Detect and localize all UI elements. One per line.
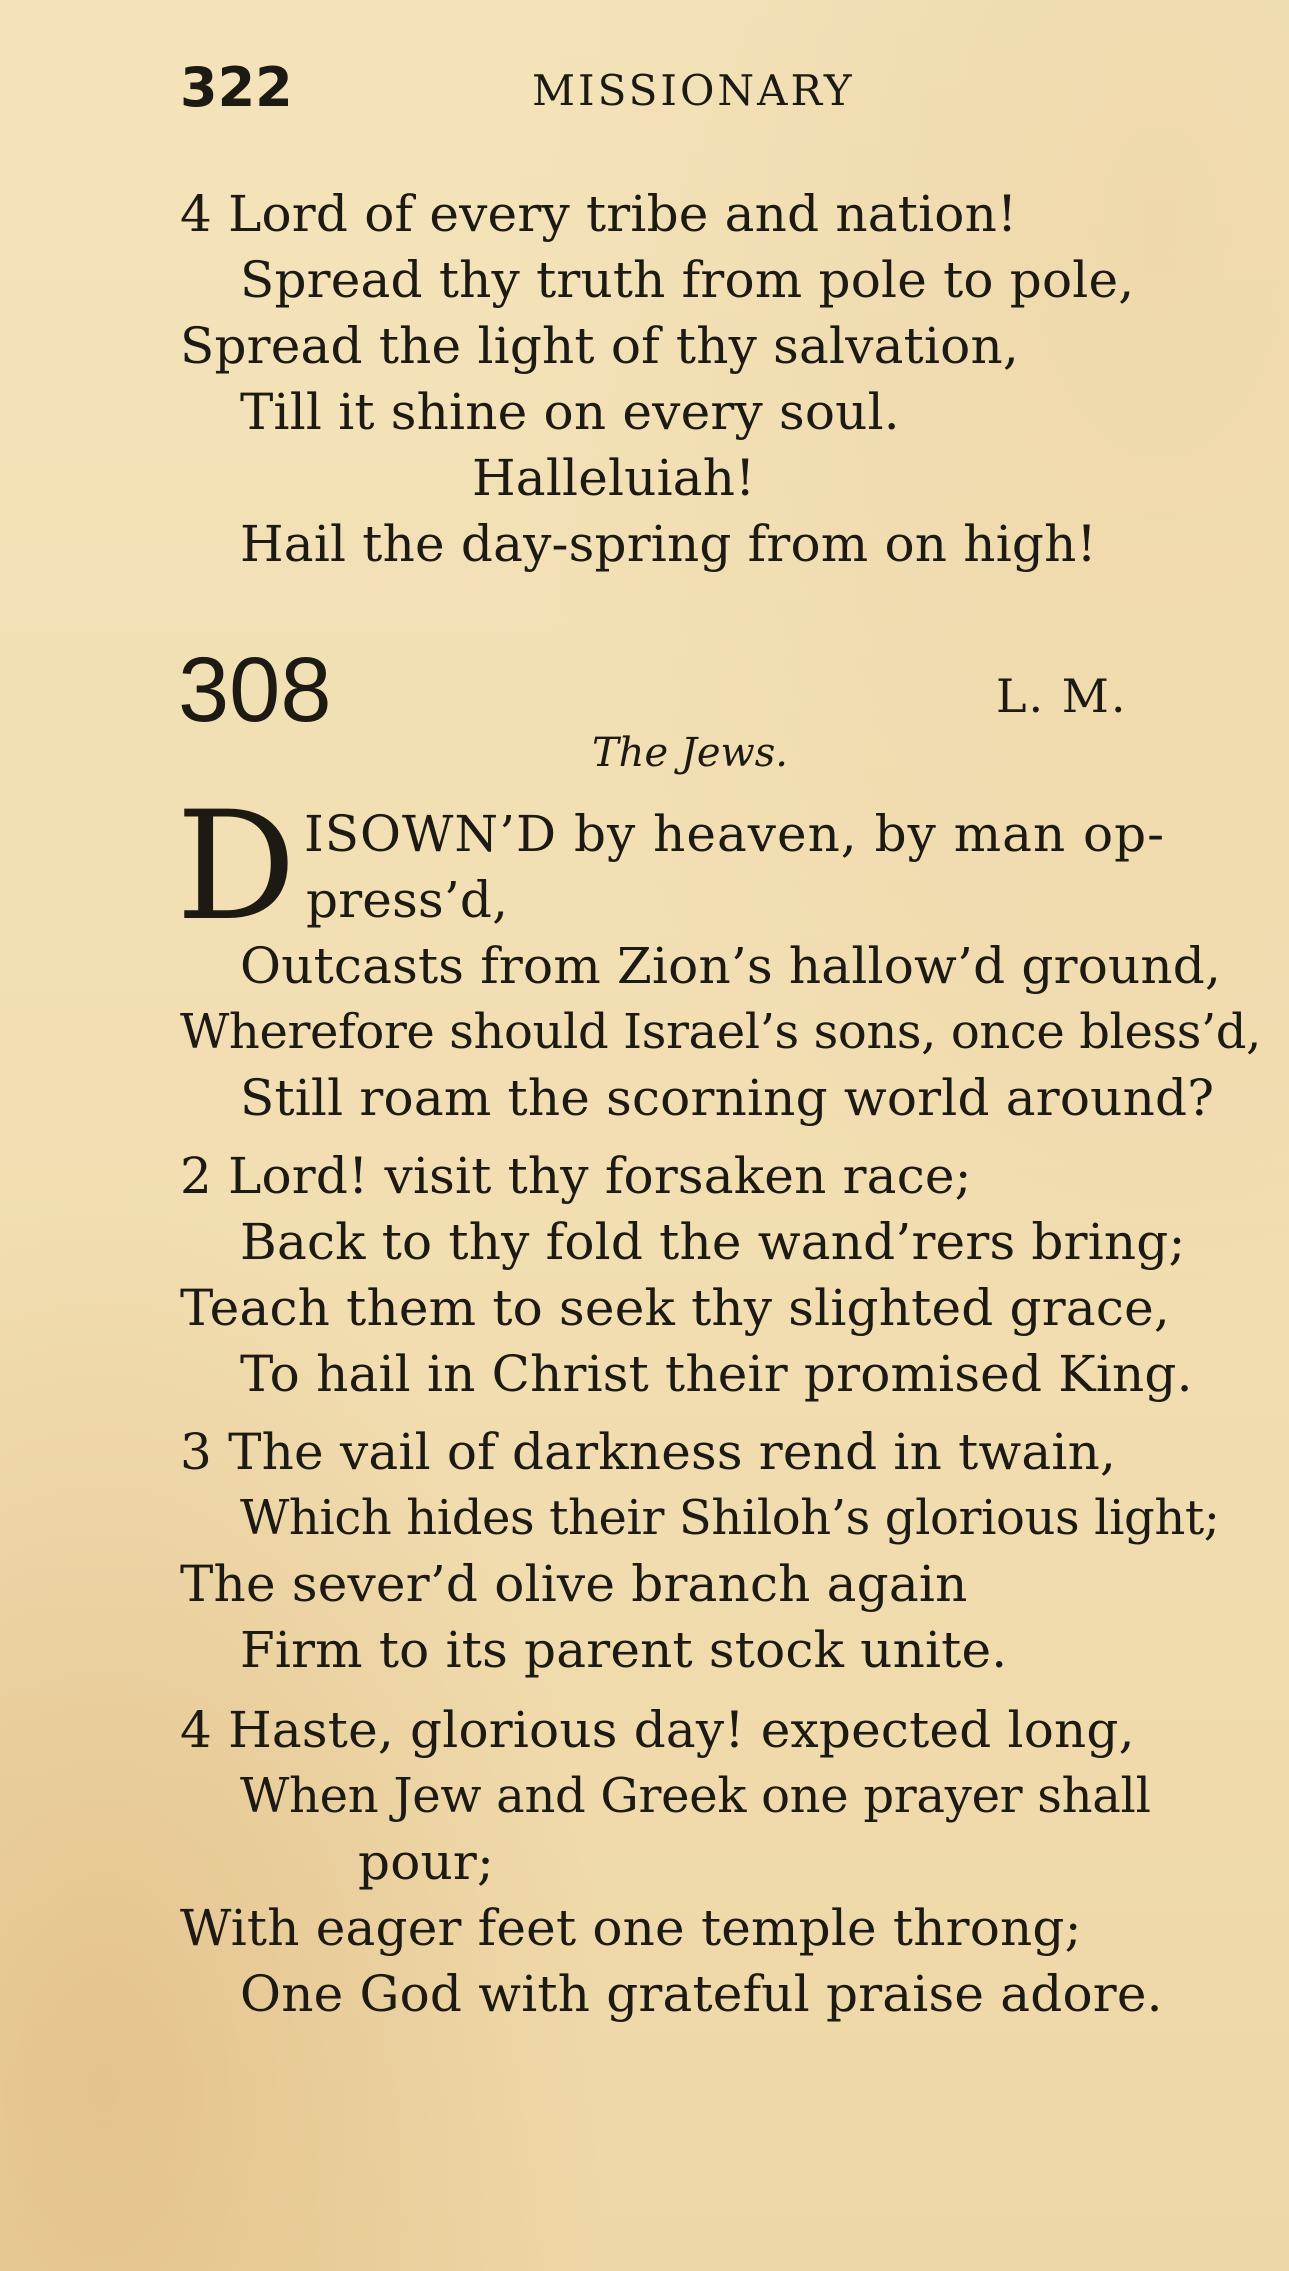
- drop-cap-letter: D: [176, 780, 297, 954]
- prev-stanza4-line5: Halleluiah!: [472, 449, 756, 507]
- stanza4-line1: 4 Haste, glorious day! expected long,: [180, 1701, 1135, 1759]
- stanza3-line1: 3 The vail of darkness rend in twain,: [180, 1423, 1117, 1481]
- prev-stanza4-line1: 4 Lord of every tribe and nation!: [180, 185, 1018, 243]
- stanza1-line3: Wherefore should Israel’s sons, once bless’d,: [180, 1004, 1261, 1060]
- prev-stanza4-line2: Spread thy truth from pole to pole,: [240, 251, 1135, 309]
- hymn-meter: L. M.: [996, 669, 1128, 723]
- prev-stanza4-line4: Till it shine on every soul.: [240, 383, 900, 441]
- prev-stanza4-line3: Spread the light of thy salvation,: [180, 317, 1019, 375]
- stanza3-line3: The sever’d olive branch again: [180, 1555, 968, 1613]
- stanza2-line1: 2 Lord! visit thy forsaken race;: [180, 1147, 972, 1205]
- stanza4-line3: With eager feet one temple throng;: [180, 1899, 1082, 1957]
- stanza4-line4: One God with grateful praise adore.: [240, 1965, 1163, 2023]
- stanza2-line3: Teach them to seek thy slighted grace,: [180, 1279, 1170, 1337]
- stanza1-line1: ISOWN’D by heaven, by man op-: [304, 805, 1166, 863]
- hymn-number: 308: [178, 639, 332, 741]
- stanza2-line2: Back to thy fold the wand’rers bring;: [240, 1213, 1186, 1271]
- page-number: 322: [180, 56, 293, 119]
- stanza1-line2: Outcasts from Zion’s hallow’d ground,: [240, 937, 1222, 995]
- stanza4-line2-continued: pour;: [358, 1833, 495, 1891]
- prev-stanza4-line6: Hail the day-spring from on high!: [240, 515, 1097, 573]
- stanza3-line4: Firm to its parent stock unite.: [240, 1621, 1008, 1679]
- stanza4-line2: When Jew and Greek one prayer shall: [240, 1768, 1151, 1824]
- hymn-title: The Jews.: [592, 730, 789, 776]
- running-header-title: MISSIONARY: [532, 66, 855, 115]
- stanza3-line2: Which hides their Shiloh’s glorious light;: [240, 1490, 1220, 1546]
- stanza1-line4: Still roam the scorning world around?: [240, 1069, 1215, 1127]
- stanza2-line4: To hail in Christ their promised King.: [240, 1345, 1193, 1403]
- stanza1-line1-continued: press’d,: [306, 871, 509, 929]
